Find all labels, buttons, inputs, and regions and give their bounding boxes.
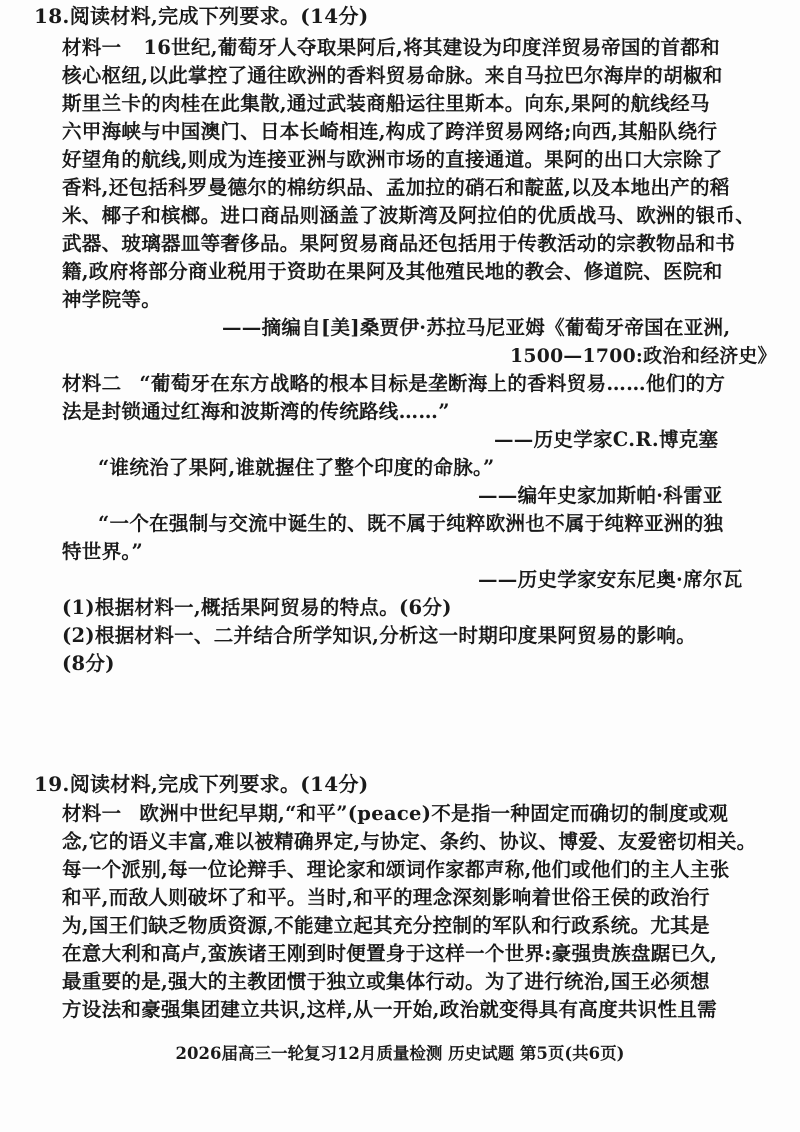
q18-m1-line-5: 香料,还包括科罗曼德尔的棉纺织品、孟加拉的硝石和靛蓝,以及本地出产的稻 xyxy=(62,176,730,199)
q18-sub-question-1: (1)根据材料一,概括果阿贸易的特点。(6分) xyxy=(62,596,452,619)
q18-m2-quote2-source: ——编年史家加斯帕·科雷亚 xyxy=(478,484,723,507)
q19-title: 19.阅读材料,完成下列要求。(14分) xyxy=(34,772,369,796)
q18-m2-quote3-line-1: 特世界。” xyxy=(62,540,143,563)
q19-m1-line-2: 每一个派别,每一位论辩手、理论家和颂词作家都声称,他们或他们的主人主张 xyxy=(62,858,730,881)
q18-m2-quote1-text-0: “葡萄牙在东方战略的根本目标是垄断海上的香料贸易……他们的方 xyxy=(139,372,726,395)
q19-m1-line-0 xyxy=(62,800,728,828)
q18-sub-question-2-line-1: (2)根据材料一、二并结合所学知识,分析这一时期印度果阿贸易的影响。 xyxy=(62,624,697,647)
q18-m2-quote2: “谁统治了果阿,谁就握住了整个印度的命脉。” xyxy=(98,456,495,479)
q19-m1-line-6: 最重要的是,强大的主教团惯于独立或集体行动。为了进行统治,国王必须想 xyxy=(62,970,710,993)
q18-m1-label: 材料一 xyxy=(62,36,122,59)
q19-m1-label: 材料一 xyxy=(62,802,122,825)
q18-title: 18.阅读材料,完成下列要求。(14分) xyxy=(34,4,369,28)
q19-m1-line-3: 和平,而敌人则破坏了和平。当时,和平的理念深刻影响着世俗王侯的政治行 xyxy=(62,886,710,909)
q18-m1-source-2: 1500—1700:政治和经济史》 xyxy=(510,345,777,367)
q18-m1-line-7: 武器、玻璃器皿等奢侈品。果阿贸易商品还包括用于传教活动的宗教物品和书 xyxy=(62,232,736,255)
q18-m1-line-3: 六甲海峡与中国澳门、日本长崎相连,构成了跨洋贸易网络;向西,其船队绕行 xyxy=(62,120,718,143)
q18-m2-quote1-line-1: 法是封锁通过红海和波斯湾的传统路线……” xyxy=(62,400,450,423)
q18-m1-text-0: 16世纪,葡萄牙人夺取果阿后,将其建设为印度洋贸易帝国的首都和 xyxy=(143,36,720,59)
q18-m2-label: 材料二 xyxy=(62,372,122,395)
q18-m1-line-2: 斯里兰卡的肉桂在此集散,通过武装商船运往里斯本。向东,果阿的航线经马 xyxy=(62,92,710,115)
q18-m1-line-0 xyxy=(62,34,720,62)
q18-m1-line-9: 神学院等。 xyxy=(62,288,162,311)
q19-m1-line-7: 方设法和豪强集团建立共识,这样,从一开始,政治就变得具有高度共识性且需 xyxy=(62,998,717,1021)
q18-m2-quote3-line-0: “一个在强制与交流中诞生的、既不属于纯粹欧洲也不属于纯粹亚洲的独 xyxy=(98,512,724,535)
q18-m2-line-0 xyxy=(62,370,725,398)
q18-sub-question-2-line-2: (8分) xyxy=(62,652,115,675)
q18-m1-line-4: 好望角的航线,则成为连接亚洲与欧洲市场的直接通道。果阿的出口大宗除了 xyxy=(62,148,723,171)
q18-m1-line-6: 米、椰子和槟榔。进口商品则涵盖了波斯湾及阿拉伯的优质战马、欧洲的银币、 xyxy=(62,204,756,227)
q19-m1-line-1: 念,它的语义丰富,难以被精确界定,与协定、条约、协议、博爱、友爱密切相关。 xyxy=(62,830,757,853)
q19-m1-text-0: 欧洲中世纪早期,“和平”(peace)不是指一种固定而确切的制度或观 xyxy=(139,802,729,825)
page-footer: 2026届高三一轮复习12月质量检测 历史试题 第5页(共6页) xyxy=(175,1044,625,1063)
q18-m1-source-1: ——摘编自[美]桑贾伊·苏拉马尼亚姆《葡萄牙帝国在亚洲, xyxy=(222,316,731,339)
q18-m1-line-1: 核心枢纽,以此掌控了通往欧洲的香料贸易命脉。来自马拉巴尔海岸的胡椒和 xyxy=(62,64,723,87)
q18-m2-quote1-source: ——历史学家C.R.博克塞 xyxy=(494,428,719,451)
q19-m1-line-4: 为,国王们缺乏物质资源,不能建立起其充分控制的军队和行政系统。尤其是 xyxy=(62,914,710,937)
q18-m2-quote3-source: ——历史学家安东尼奥·席尔瓦 xyxy=(478,568,743,591)
q18-m1-line-8: 籍,政府将部分商业税用于资助在果阿及其他殖民地的教会、修道院、医院和 xyxy=(62,260,723,283)
q19-m1-line-5: 在意大利和高卢,蛮族诸王刚到时便置身于这样一个世界:豪强贵族盘踞已久, xyxy=(62,942,718,965)
